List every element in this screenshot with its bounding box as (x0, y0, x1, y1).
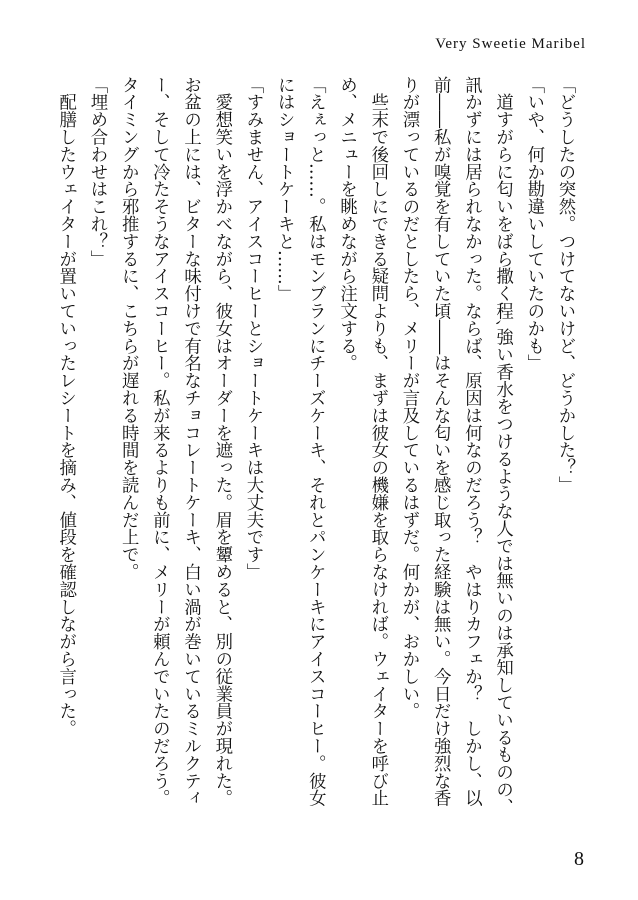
text-line: りが漂っているのだとしたら、メリーが言及しているはずだ。何かが、おかしい。 (398, 76, 419, 720)
text-line: 前――私が嗅覚を有していた頃――はそんな匂いを感じ取った経験は無い。今日だけ強烈な香 (430, 76, 451, 807)
text-line: ー、そして冷たそうなアイスコーヒー。私が来るよりも前に、メリーが頼んでいたのだろう。 (149, 76, 170, 807)
text-line: 「いや、何か勘違いしていたのかも」 (523, 76, 544, 372)
text-line: 配膳したウェイターが置いていったレシートを摘み、値段を確認しながら言った。 (55, 76, 76, 738)
running-header-title: Very Sweetie Maribel (435, 36, 586, 52)
text-line: タイミングから邪推するに、こちらが遅れる時間を読んだ上で。 (118, 76, 139, 581)
text-line: 道すがらに匂いをばら撒く程､強い香水をつけるような人では無いのは承知しているものの、 (492, 76, 513, 816)
page-number: 8 (574, 848, 584, 870)
text-line: 「えぇっと……。私はモンブランにチーズケーキ、それとパンケーキにアイスコーヒー。彼女 (305, 76, 326, 807)
text-line: にはショートケーキと……」 (274, 76, 295, 303)
text-line: 「埋め合わせはこれ？」 (86, 76, 107, 268)
text-line: 訊かずには居られなかった。ならば、原因は何なのだろう？ やはりカフェか？ しかし、以 (461, 76, 482, 807)
text-line: 些末で後回しにできる疑問よりも、まずは彼女の機嫌を取らなければ。ウェイターを呼び止 (367, 76, 388, 807)
text-line: め、メニューを眺めながら注文する。 (336, 76, 357, 372)
text-line: 「どうしたの突然。つけてないけど、どうかした？」 (555, 76, 575, 494)
novel-body-text (40, 76, 580, 818)
text-line: お盆の上には、ビターな味付けで有名なチョコレートケーキ、白い渦が巻いているミルクティ (180, 76, 201, 807)
text-line: 愛想笑いを浮かべながら、彼女はオーダーを遮った。眉を顰めると、別の従業員が現れた。 (211, 76, 232, 807)
text-line: 「すみません、アイスコーヒーとショートケーキは大丈夫です」 (242, 76, 263, 581)
